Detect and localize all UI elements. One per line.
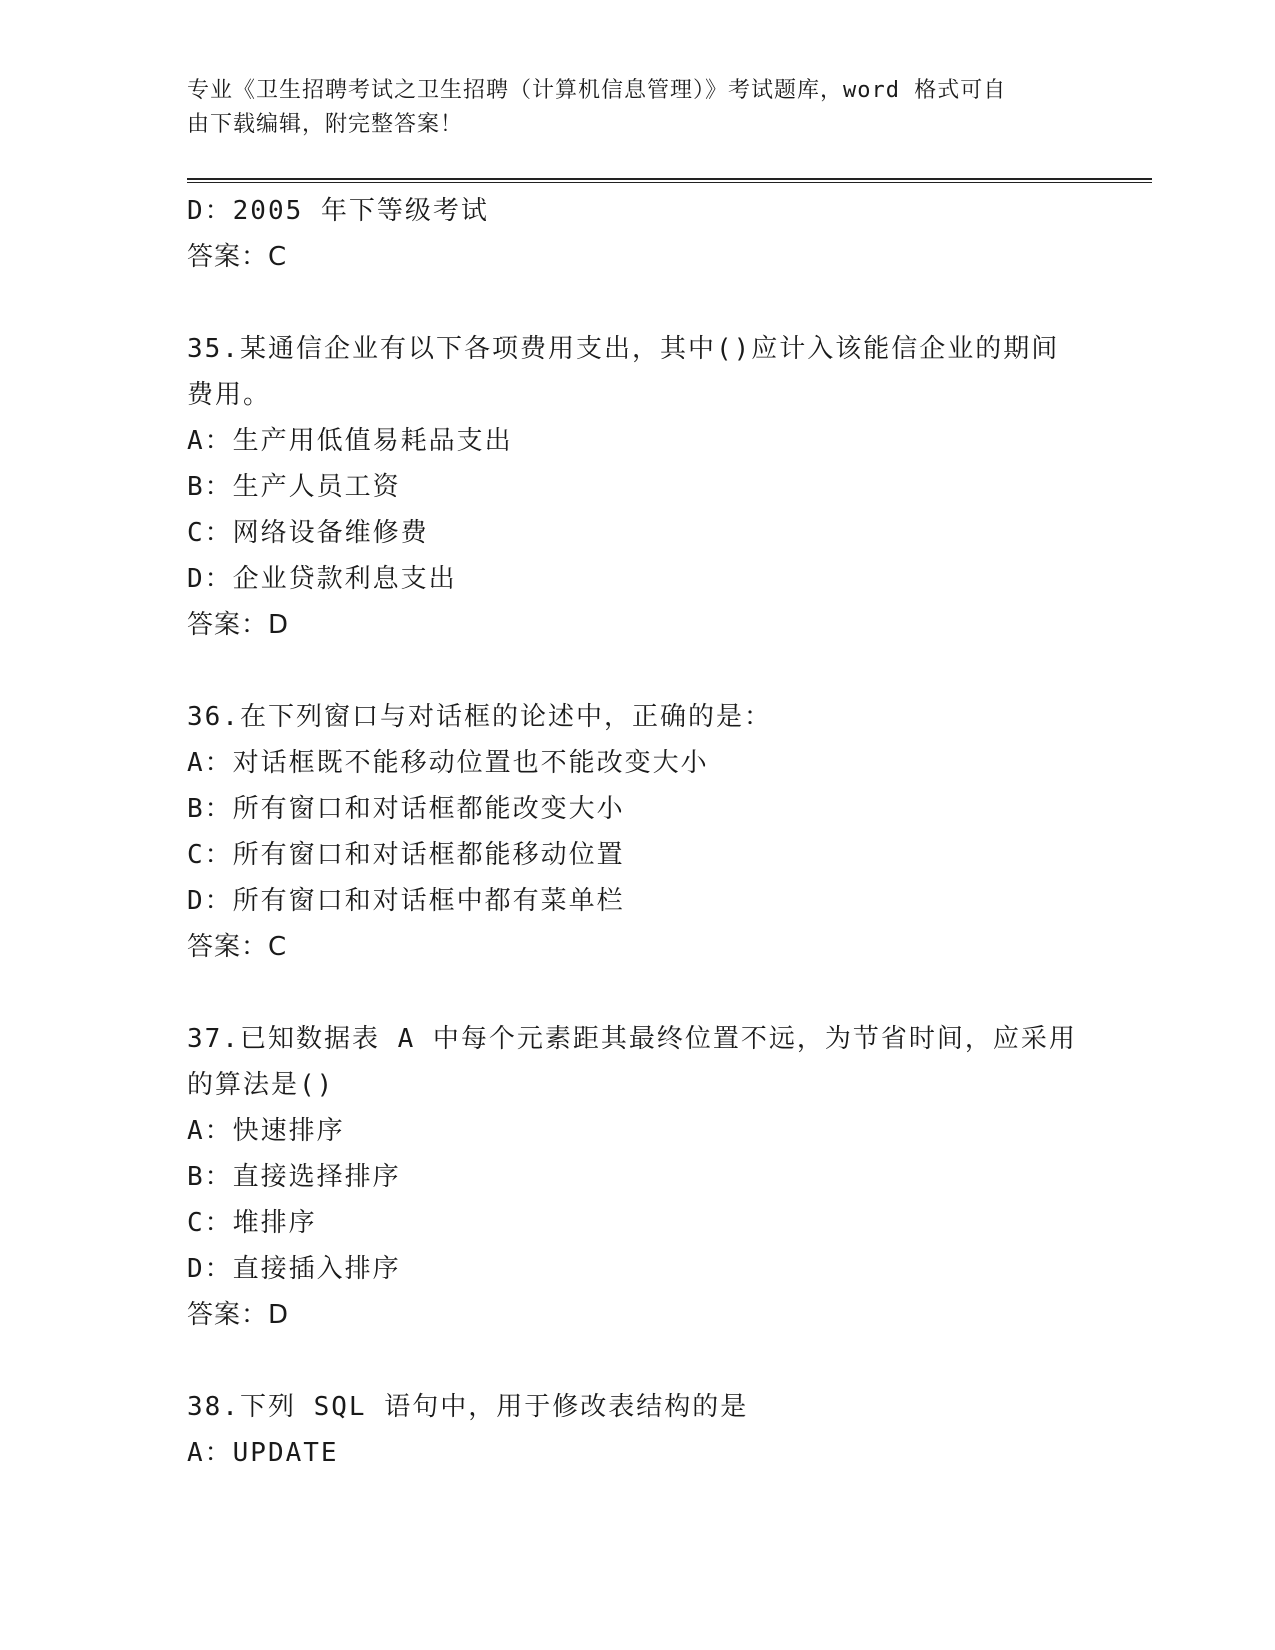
question-38	[187, 1384, 1087, 1476]
header-line-2: 由下载编辑，附完整答案！	[187, 112, 464, 137]
question-stem-line2: 的算法是()	[187, 1070, 335, 1100]
option-b: B：直接选择排序	[187, 1162, 401, 1192]
option-a: A：UPDATE	[187, 1438, 339, 1468]
document-header	[187, 74, 1067, 142]
option-a: A：对话框既不能移动位置也不能改变大小	[187, 748, 709, 778]
header-divider-thin	[187, 182, 1152, 183]
answer: 答案：C	[187, 932, 288, 962]
question-37	[187, 1016, 1087, 1338]
spacer	[187, 970, 1087, 1016]
question-stem-line1: 35.某通信企业有以下各项费用支出，其中()应计入该能信企业的期间	[187, 334, 1060, 364]
question-36	[187, 694, 1087, 970]
option-b: B：所有窗口和对话框都能改变大小	[187, 794, 625, 824]
question-35	[187, 326, 1087, 648]
question-content	[187, 188, 1087, 1476]
option-c: C：网络设备维修费	[187, 518, 429, 548]
option-c: C：所有窗口和对话框都能移动位置	[187, 840, 625, 870]
prev-answer: 答案：C	[187, 242, 288, 272]
answer: 答案：D	[187, 610, 290, 640]
header-line-1: 专业《卫生招聘考试之卫生招聘（计算机信息管理）》考试题库，word 格式可自	[187, 78, 1007, 103]
option-d: D：企业贷款利息支出	[187, 564, 457, 594]
prev-option-d: D：2005 年下等级考试	[187, 196, 489, 226]
question-stem-line1: 38.下列 SQL 语句中，用于修改表结构的是	[187, 1392, 749, 1422]
option-a: A：生产用低值易耗品支出	[187, 426, 513, 456]
spacer	[187, 1338, 1087, 1384]
spacer	[187, 648, 1087, 694]
question-stem-line1: 37.已知数据表 A 中每个元素距其最终位置不远，为节省时间，应采用	[187, 1024, 1077, 1054]
option-c: C：堆排序	[187, 1208, 317, 1238]
answer: 答案：D	[187, 1300, 290, 1330]
question-stem-line2: 费用。	[187, 380, 272, 410]
option-b: B：生产人员工资	[187, 472, 401, 502]
spacer	[187, 280, 1087, 326]
option-d: D：所有窗口和对话框中都有菜单栏	[187, 886, 625, 916]
option-d: D：直接插入排序	[187, 1254, 401, 1284]
question-stem-line1: 36.在下列窗口与对话框的论述中，正确的是：	[187, 702, 772, 732]
header-divider-thick	[187, 178, 1152, 180]
option-a: A：快速排序	[187, 1116, 345, 1146]
